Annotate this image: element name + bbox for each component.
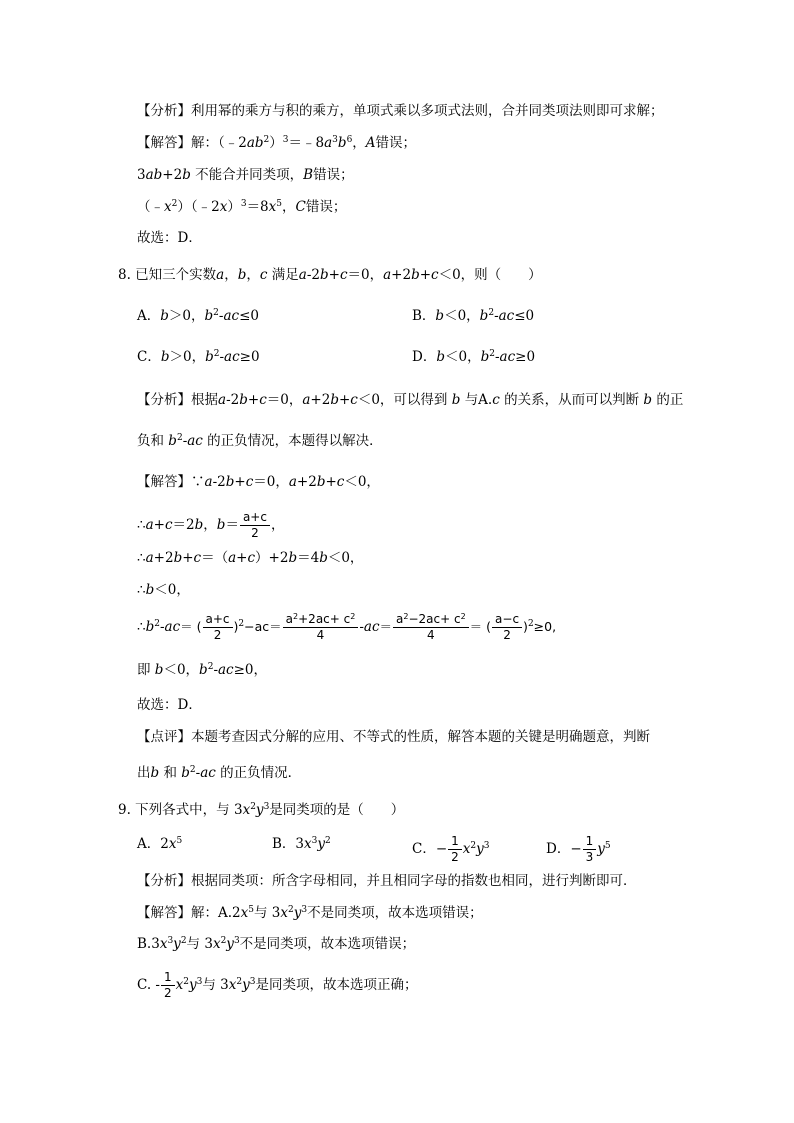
q9-analysis: 【分析】根据同类项：所含字母相同，并且相同字母的指数也相同，进行判断即可．: [137, 873, 637, 889]
prev-line-c: $(﹣x^2)(﹣2x)^3=8x^5$，C错误；: [137, 199, 347, 215]
fraction: $\frac{a^2+2ac+ c^2}{4}$: [283, 612, 359, 643]
q8-solution-line3: ∴a+2b+c＝（a+c）+2b＝4b＜0，: [137, 550, 364, 566]
q8-solution-line4: ∴b＜0，: [137, 582, 190, 598]
q9-answer-line-a: 【解答】解：$A.2x^5$与 $3x^2y^3$不是同类项，故本选项错误；: [137, 905, 483, 921]
fraction: $\frac{1}{3}$: [583, 834, 597, 865]
fraction: $\frac{a-c}{2}$: [492, 612, 522, 643]
q8-solution-line2: ∴a+c＝2b，b＝ $\frac{a+c}{2}$ ，: [137, 510, 285, 540]
q8-analysis-line1: 【分析】根据a-2b+c＝0，a+2b+c＜0，可以得到 b 与A.c 的关系，从而可以判断 b 的正: [137, 392, 684, 408]
q8-option-c: C．b＞0，$b^2-ac\ge 0$: [137, 349, 260, 365]
q9-option-c: C．− $\frac{1}{2}$ $x^2y^3$: [412, 834, 490, 864]
fraction: $\frac{a+c}{2}$: [240, 510, 270, 541]
fraction: $\frac{a+c}{2}$: [203, 612, 233, 643]
q8-analysis-line2: 负和 $b^2-ac$ 的正负情况，本题得以解决．: [137, 433, 383, 449]
prev-line-b: 3ab+2b 不能合并同类项，B错误；: [137, 167, 354, 183]
q8-option-a: A．b＞0，$b^2-ac\le 0$: [137, 308, 259, 324]
q8-stem: 8. 已知三个实数a，b，c 满足a-2b+c＝0，a+2b+c＜0，则（ ）: [118, 267, 542, 283]
q8-solution-line1: 【解答】∵a-2b+c＝0，a+2b+c＜0，: [137, 474, 380, 490]
q9-stem: 9. 下列各式中，与 $3x^2y^3$是同类项的是（ ）: [118, 802, 405, 818]
q8-choose: 故选：D．: [137, 697, 202, 713]
prev-choose: 故选：D．: [137, 230, 202, 246]
q8-solution-line5: $\therefore b^2-ac=$ ( $\frac{a+c}{2}$ )$^2$−ac＝ $\frac{a^2+2ac+ c^2}{4}$ -ac＝ $\frac{a^2-2ac+ c^2}{4}$ ＝ ( $\frac{a-c}{2}$ )$^2$≥0,: [137, 612, 557, 642]
fraction: $\frac{1}{2}$: [161, 970, 175, 1001]
q8-option-b: B．b＜0，$b^2-ac\le 0$: [412, 308, 535, 324]
fraction: $\frac{1}{2}$: [448, 834, 462, 865]
q8-solution-line6: 即 b＜0，$b^2-ac\ge 0$，: [137, 662, 268, 678]
fraction: $\frac{a^2-2ac+ c^2}{4}$: [393, 612, 469, 643]
q9-answer-line-b: $B.3x^3y^2$与 $3x^2y^3$不是同类项，故本选项错误；: [137, 936, 416, 952]
prev-analysis: 【分析】利用幂的乘方与积的乘方，单项式乘以多项式法则，合并同类项法则即可求解；: [137, 103, 664, 119]
q8-option-d: D．b＜0，$b^2-ac\ge 0$: [412, 349, 536, 365]
q8-comment-line1: 【点评】本题考查因式分解的应用、不等式的性质，解答本题的关键是明确题意，判断: [137, 729, 650, 745]
prev-answer-line: 【解答】解：$(﹣2ab^2)^3=﹣8a^3b^6$，A错误；: [137, 135, 417, 151]
q9-option-b: B．$3x^3y^2$: [272, 836, 331, 852]
q8-comment-line2: 出b 和 $b^2-ac$ 的正负情况．: [137, 765, 302, 781]
q9-option-d: D．− $\frac{1}{3}$ $y^5$: [546, 834, 611, 864]
q9-option-a: A．$2x^5$: [137, 836, 183, 852]
q9-answer-line-c: C. - $\frac{1}{2}$ $x^2y^3$与 $3x^2y^3$是同类项，故本选项正确；: [137, 970, 418, 1000]
